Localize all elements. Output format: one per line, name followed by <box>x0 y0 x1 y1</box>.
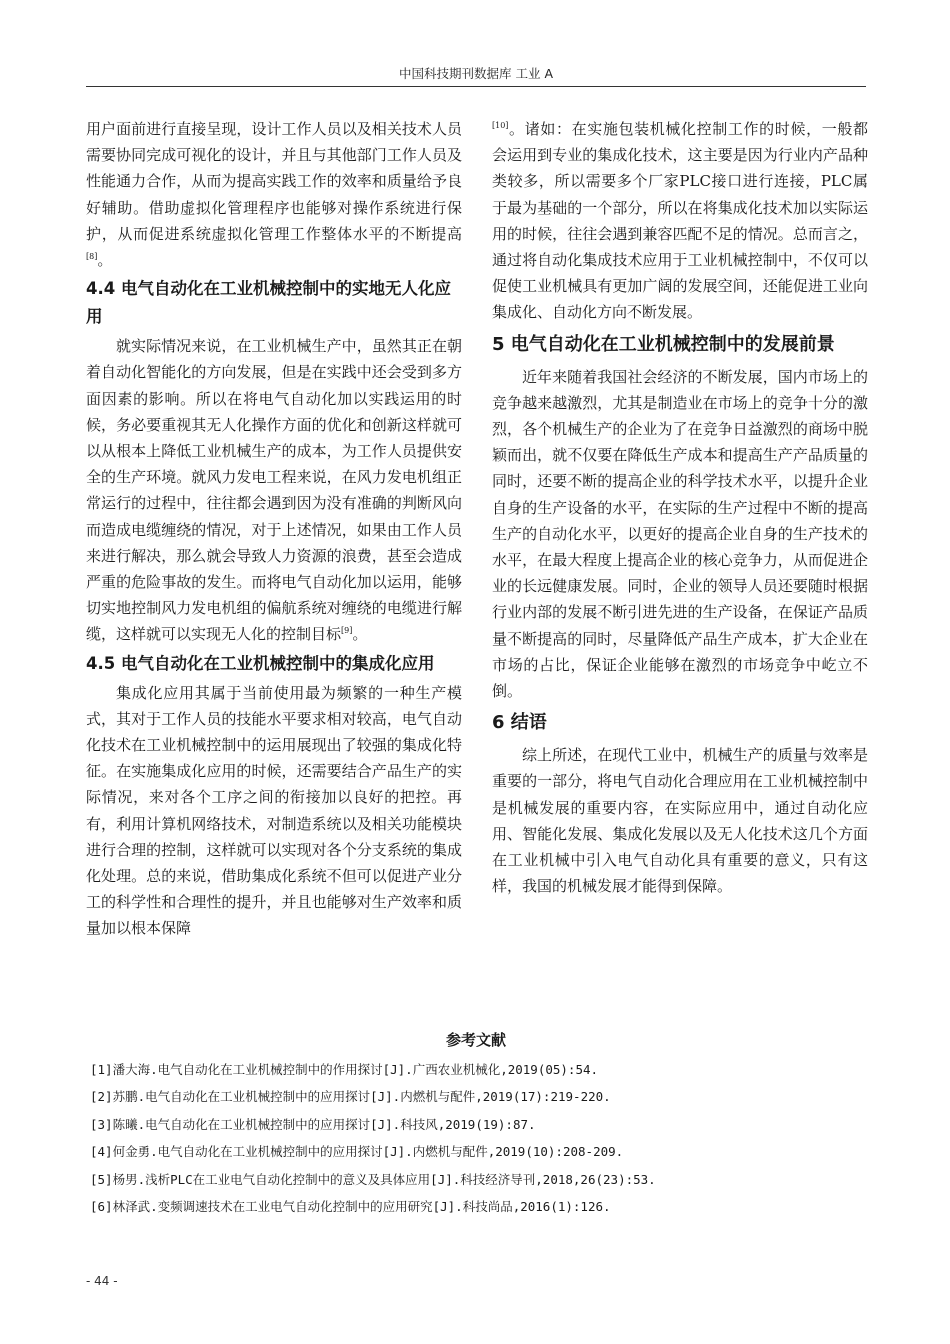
section-heading-4-4: 4.4 电气自动化在工业机械控制中的实地无人化应用 <box>86 279 451 327</box>
paragraph-text: 用户面前进行直接呈现，设计工作人员以及相关技术人员需要协同完成可视化的设计，并且与其他部门工作人员及性能通力合作，从而为提高实践工作的效率和质量给予良好辅助。借助虚拟化管理程序也能够对操作系统进行保护，从而促进系统虚拟化管理工作整体水平的不断提高 <box>86 120 462 243</box>
reference-item: [5]杨男.浅析PLC在工业电气自动化控制中的意义及具体应用[J].科技经济导刊,2018,26(23):53. <box>90 1171 656 1187</box>
paragraph-prospects: 近年来随着我国社会经济的不断发展，国内市场上的竞争越来越激烈，尤其是制造业在市场上的竞争十分的激烈，各个机械生产的企业为了在竞争日益激烈的商场中脱颖而出，就不仅要在降低生产成本和提高生产产品质量的同时，还要不断的提高企业的科学技术水平，以提升企业自身的生产设备的水平，在实际的生产过程中不断的提高生产的自动化水平，以更好的提高企业自身的生产技术的水平，在最大程度上提高企业的核心竞争力，从而促进企业的长远健康发展。同时，企业的领导人员还要随时根据行业内部的发展不断引进先进的生产设备，在保证产品质量不断提高的同时，尽量降低产品生产成本，扩大企业在市场的占比，保证企业能够在激烈的市场竞争中屹立不倒。 <box>492 367 868 701</box>
paragraph-text: 。诸如：在实施包装机械化控制工作的时候，一般都会运用到专业的集成化技术，这主要是因为行业内产品种类较多，所以需要多个厂家PLC接口进行连接，PLC属于最为基础的一个部分，所以在将集成化技术加以实际运用的时候，往往会遇到兼容匹配不足的情况。总而言之，通过将自动化集成技术应用于工业机械控制中，不仅可以促使工业机械具有更加广阔的发展空间，还能促进工业向集成化、自动化方向不断发展。 <box>492 120 868 322</box>
paragraph-integration: 集成化应用其属于当前使用最为频繁的一种生产模式，其对于工作人员的技能水平要求相对较高，电气自动化技术在工业机械控制中的运用展现出了较强的集成化特征。在实施集成化应用的时候，还需要结合产品生产的实际情况，来对各个工序之间的衔接加以良好的把控。再有，利用计算机网络技术，对制造系统以及相关功能模块进行合理的控制，这样就可以实现对各个分支系统的集成化处理。总的来说，借助集成化系统不但可以促进产业分工的科学性和合理性的提升，并且也能够对生产效率和质量加以根本保障 <box>86 683 462 938</box>
left-column <box>86 116 462 942</box>
page-number: - 44 - <box>86 1274 118 1288</box>
paragraph-end: 。 <box>97 251 113 270</box>
section-heading-6: 6 结语 <box>492 712 547 734</box>
references-title: 参考文献 <box>445 1031 506 1049</box>
citation-9: [9] <box>341 626 353 636</box>
reference-item: [3]陈曦.电气自动化在工业机械控制中的应用探讨[J].科技风,2019(19):87. <box>90 1116 536 1132</box>
section-heading-4-5: 4.5 电气自动化在工业机械控制中的集成化应用 <box>86 653 435 673</box>
citation-10: [10] <box>492 121 509 130</box>
reference-item: [2]苏鹏.电气自动化在工业机械控制中的应用探讨[J].内燃机与配件,2019(17):219-220. <box>90 1089 611 1105</box>
reference-item: [1]潘大海.电气自动化在工业机械控制中的作用探讨[J].广西农业机械化,2019(05):54. <box>90 1062 599 1077</box>
reference-item: [6]林泽武.变频调速技术在工业电气自动化控制中的应用研究[J].科技尚品,2016(1):126. <box>90 1199 611 1215</box>
citation-8: [8] <box>86 252 98 262</box>
paragraph-continuation <box>492 116 868 326</box>
paragraph-unmanned <box>86 333 462 647</box>
paragraph-conclusion: 综上所述，在现代工业中，机械生产的质量与效率是重要的一部分，将电气自动化合理应用在工业机械控制中是机械发展的重要内容，在实际应用中，通过自动化应用、智能化发展、集成化发展以及无人化技术这几个方面在工业机械中引入电气自动化具有重要的意义，只有这样，我国的机械发展才能得到保障。 <box>492 746 868 896</box>
paragraph-continuation <box>86 116 462 273</box>
header-rule <box>86 86 866 87</box>
paragraph-text: 就实际情况来说，在工业机械生产中，虽然其正在朝着自动化智能化的方向发展，但是在实践中还会受到多方面因素的影响。所以在将电气自动化加以实践运用的时候，务必要重视其无人化操作方面的优化和创新这样就可以从根本上降低工业机械生产的成本，为工作人员提供安全的生产环境。就风力发电工程来说，在风力发电机组正常运行的过程中，往往都会遇到因为没有准确的判断风向而造成电缆缠绕的情况，对于上述情况，如果由工作人员来进行解决，那么就会导致人力资源的浪费，甚至会造成严重的危险事故的发生。而将电气自动化加以运用，能够切实地控制风力发电机组的偏航系统对缠绕的电缆进行解缆，这样就可以实现无人化的控制目标 <box>86 337 462 644</box>
journal-header: 中国科技期刊数据库 工业 A <box>399 66 553 81</box>
section-heading-5: 5 电气自动化在工业机械控制中的发展前景 <box>492 333 835 355</box>
reference-item: [4]何金勇.电气自动化在工业机械控制中的应用探讨[J].内燃机与配件,2019(10):208-209. <box>90 1144 624 1160</box>
references-list <box>90 1056 860 1220</box>
paragraph-end: 。 <box>352 625 368 644</box>
right-column <box>492 116 868 899</box>
